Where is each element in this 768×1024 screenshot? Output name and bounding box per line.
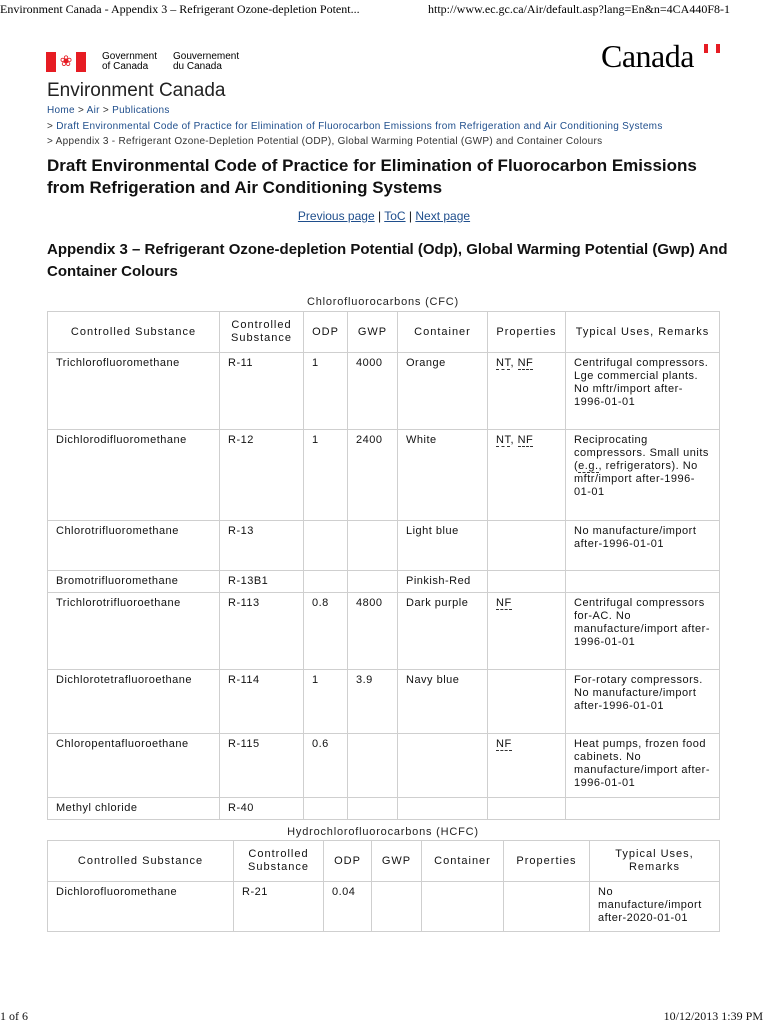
substance-name: Dichlorodifluoromethane (48, 430, 220, 521)
substance-name: Chlorotrifluoromethane (48, 521, 220, 571)
table-row (48, 670, 720, 734)
table-header-row (48, 312, 720, 353)
properties (488, 521, 566, 571)
table-row (48, 353, 720, 430)
table-row (48, 798, 720, 820)
next-page-link[interactable]: Next page (415, 209, 471, 223)
odp-value (304, 521, 348, 571)
site-title: Environment Canada (47, 80, 226, 101)
abbr-nt[interactable]: NT (496, 357, 511, 369)
odp-value: 1 (304, 430, 348, 521)
breadcrumb-level2: > Draft Environmental Code of Practice for Elimination of Fluorocarbon Emissions from Refrigeration and Air Conditioning Systems (47, 121, 663, 132)
column-header: Controlled Substance (220, 312, 304, 353)
substance-name: Trichlorotrifluoroethane (48, 593, 220, 670)
print-datetime: 10/12/2013 1:39 PM (663, 1009, 763, 1023)
remarks: No manufacture/import after-2020-01-01 (590, 882, 720, 932)
odp-value (304, 571, 348, 593)
print-footer (0, 1009, 768, 1024)
container-colour: Dark purple (398, 593, 488, 670)
gwp-value (348, 521, 398, 571)
toc-link[interactable]: ToC (384, 209, 406, 223)
column-header: Container (398, 312, 488, 353)
substance-name: Trichlorofluoromethane (48, 353, 220, 430)
properties (488, 798, 566, 820)
table-row (48, 430, 720, 521)
remarks (566, 798, 720, 820)
container-colour (398, 798, 488, 820)
hcfc-table (47, 840, 720, 932)
abbr-nf[interactable]: NF (496, 738, 512, 750)
breadcrumb-home-link[interactable]: Home (47, 105, 75, 116)
column-header: Controlled Substance (48, 841, 234, 882)
print-page-number: 1 of 6 (0, 1009, 28, 1023)
column-header: ODP (324, 841, 372, 882)
substance-code: R-113 (220, 593, 304, 670)
substance-code: R-21 (234, 882, 324, 932)
print-page-title: Environment Canada - Appendix 3 – Refrigerant Ozone-depletion Potent... (0, 2, 360, 16)
substance-code: R-13 (220, 521, 304, 571)
properties: NT, NF (488, 430, 566, 521)
substance-name: Methyl chloride (48, 798, 220, 820)
cfc-caption: Chlorofluorocarbons (CFC) (306, 296, 460, 308)
remarks (566, 571, 720, 593)
remarks: For-rotary compressors. No manufacture/import after-1996-01-01 (566, 670, 720, 734)
column-header: Typical Uses, Remarks (590, 841, 720, 882)
remarks: Centrifugal compressors for-AC. No manufacture/import after-1996-01-01 (566, 593, 720, 670)
odp-value: 1 (304, 353, 348, 430)
gwp-value: 4000 (348, 353, 398, 430)
abbr-nf[interactable]: NF (517, 434, 534, 446)
cfc-table (47, 311, 720, 820)
canada-wordmark: Canada (601, 38, 694, 74)
column-header: GWP (372, 841, 422, 882)
table-row (48, 882, 720, 932)
properties: NT, NF (488, 353, 566, 430)
print-header (0, 0, 768, 20)
odp-value: 0.8 (304, 593, 348, 670)
hcfc-caption: Hydrochlorofluorocarbons (HCFC) (287, 826, 479, 838)
gwp-value (372, 882, 422, 932)
breadcrumb-level3: > Appendix 3 - Refrigerant Ozone-Depletion Potential (ODP), Global Warming Potential (GWP) and Container Colours (47, 136, 603, 147)
table-row (48, 593, 720, 670)
odp-value (304, 798, 348, 820)
breadcrumb-air-link[interactable]: Air (86, 105, 100, 116)
breadcrumb-publications-link[interactable]: Publications (112, 105, 170, 116)
gwp-value: 3.9 (348, 670, 398, 734)
gwp-value: 2400 (348, 430, 398, 521)
column-header: Controlled Substance (48, 312, 220, 353)
table-row (48, 571, 720, 593)
gwp-value (348, 798, 398, 820)
container-colour (398, 734, 488, 798)
abbr-eg[interactable]: e.g. (578, 460, 599, 472)
container-colour: Light blue (398, 521, 488, 571)
substance-code: R-11 (220, 353, 304, 430)
abbr-nf[interactable]: NF (517, 357, 534, 369)
column-header: Controlled Substance (234, 841, 324, 882)
page-navigation: Previous page | ToC | Next page (297, 209, 471, 223)
canada-flag-icon: ❀ (46, 52, 86, 72)
print-url: http://www.ec.gc.ca/Air/default.asp?lang=En&n=4CA440F8-1 (428, 2, 731, 16)
odp-value: 1 (304, 670, 348, 734)
substance-code: R-12 (220, 430, 304, 521)
properties (488, 593, 566, 670)
properties (488, 734, 566, 798)
breadcrumb: Home > Air > Publications (47, 105, 170, 116)
container-colour: Navy blue (398, 670, 488, 734)
table-header-row (48, 841, 720, 882)
odp-value: 0.04 (324, 882, 372, 932)
government-of-canada-label: Government of Canada (102, 51, 158, 72)
container-colour: Pinkish-Red (398, 571, 488, 593)
gwp-value: 4800 (348, 593, 398, 670)
container-colour: Orange (398, 353, 488, 430)
properties (488, 670, 566, 734)
properties (504, 882, 590, 932)
column-header: ODP (304, 312, 348, 353)
container-colour (422, 882, 504, 932)
column-header: Properties (504, 841, 590, 882)
document-title: Draft Environmental Code of Practice for Elimination of Fluorocarbon Emissions from Refrigeration and Air Conditioning Systems (47, 156, 697, 197)
breadcrumb-code-of-practice-link[interactable]: Draft Environmental Code of Practice for Elimination of Fluorocarbon Emissions from Refrigeration and Air Conditioning Systems (56, 121, 663, 132)
abbr-nt[interactable]: NT (496, 434, 511, 446)
substance-name: Chloropentafluoroethane (48, 734, 220, 798)
wordmark-flag-icon (704, 44, 720, 53)
column-header: GWP (348, 312, 398, 353)
column-header: Typical Uses, Remarks (566, 312, 720, 353)
gwp-value (348, 734, 398, 798)
substance-code: R-115 (220, 734, 304, 798)
table-row (48, 521, 720, 571)
substance-code: R-13B1 (220, 571, 304, 593)
properties (488, 571, 566, 593)
table-row (48, 734, 720, 798)
section-title: Appendix 3 – Refrigerant Ozone-depletion Potential (Odp), Global Warming Potential (Gwp) And Container Colours (47, 241, 728, 280)
abbr-nf[interactable]: NF (496, 597, 512, 609)
remarks: Centrifugal compressors. Lge commercial plants. No mftr/import after-1996-01-01 (566, 353, 720, 430)
substance-name: Bromotrifluoromethane (48, 571, 220, 593)
substance-name: Dichlorofluoromethane (48, 882, 234, 932)
odp-value: 0.6 (304, 734, 348, 798)
column-header: Container (422, 841, 504, 882)
substance-name: Dichlorotetrafluoroethane (48, 670, 220, 734)
gwp-value (348, 571, 398, 593)
remarks: Heat pumps, frozen food cabinets. No manufacture/import after-1996-01-01 (566, 734, 720, 798)
container-colour: White (398, 430, 488, 521)
remarks: No manufacture/import after-1996-01-01 (566, 521, 720, 571)
column-header: Properties (488, 312, 566, 353)
breadcrumb-current-page: Appendix 3 - Refrigerant Ozone-Depletion Potential (ODP), Global Warming Potential (GWP) and Container Colours (55, 136, 603, 147)
substance-code: R-114 (220, 670, 304, 734)
remarks: Reciprocating compressors. Small units (e.g., refrigerators). No mftr/import after-1996-01-01 (566, 430, 720, 521)
substance-code: R-40 (220, 798, 304, 820)
previous-page-link[interactable]: Previous page (297, 209, 375, 223)
gouvernement-du-canada-label: Gouvernement du Canada (173, 51, 240, 72)
